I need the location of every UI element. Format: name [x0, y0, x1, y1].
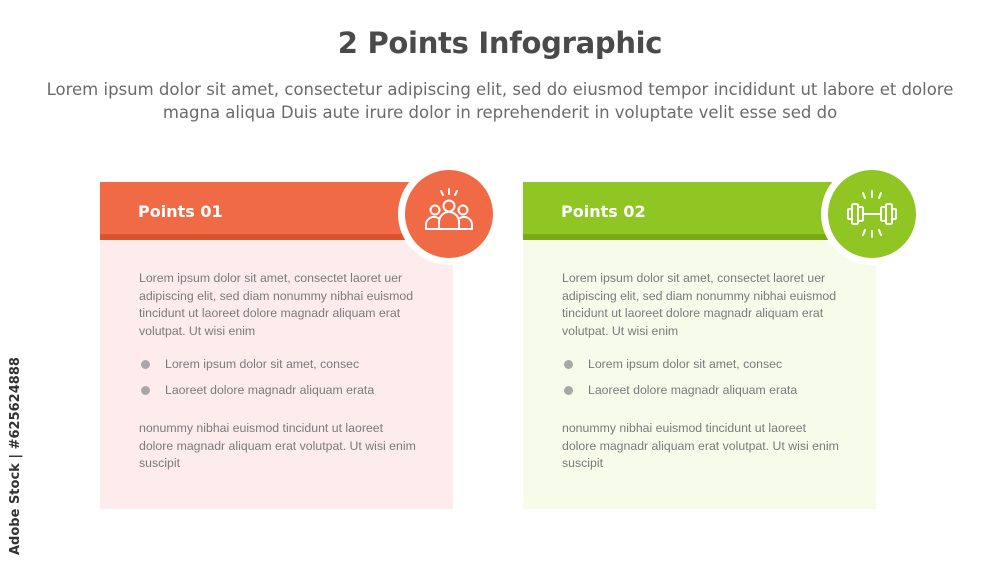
icon-circle: [405, 170, 493, 258]
card-paragraph-1: Lorem ipsum dolor sit amet, consectet laoret uer adipiscing elit, sed diam nonummy nibhai euismod tincidunt ut laoreet dolore magnadr aliquam erat volutpat. Ut wisi enim: [139, 271, 414, 338]
card-paragraph-2: nonummy nibhai euismod tincidunt ut laoreet dolore magnadr aliquam erat volutpat. Ut wisi enim suscipit: [562, 421, 839, 470]
card-paragraph-1: Lorem ipsum dolor sit amet, consectet laoret uer adipiscing elit, sed diam nonummy nibhai euismod tincidunt ut laoreet dolore magnadr aliquam erat volutpat. Ut wisi enim: [562, 271, 837, 338]
list-item: [139, 381, 429, 399]
bullet-dot: [141, 386, 150, 395]
list-item: [562, 355, 852, 373]
page-subtitle: Lorem ipsum dolor sit amet, consectetur adipiscing elit, sed do eiusmod tempor incididunt ut labore et dolore magna aliqua Duis aute irure dolor in reprehenderit in voluptate velit esse sed do: [46, 80, 954, 122]
bullet-text: Laoreet dolore magnadr aliquam erata: [165, 383, 375, 397]
point-card-2: [523, 182, 876, 509]
card-label: Points 02: [561, 201, 646, 221]
icon-circle: [828, 170, 916, 258]
card-header-shadow: [523, 234, 843, 240]
dumbbell-icon: [843, 185, 901, 243]
point-card-1: [100, 182, 453, 509]
people-group-icon: [420, 185, 478, 243]
bullet-dot: [564, 386, 573, 395]
card-header-bar: [523, 182, 843, 240]
bullet-text: Lorem ipsum dolor sit amet, consec: [165, 357, 360, 371]
card-header-bar: [100, 182, 420, 240]
bullet-text: Lorem ipsum dolor sit amet, consec: [588, 357, 783, 371]
list-item: [562, 381, 852, 399]
page-title: 2 Points Infographic: [337, 26, 663, 60]
card-label: Points 01: [138, 201, 223, 221]
bullet-dot: [564, 360, 573, 369]
list-item: [139, 355, 429, 373]
stock-watermark-text: Adobe Stock | #625624888: [8, 357, 23, 555]
card-header-shadow: [100, 234, 420, 240]
card-paragraph-2: nonummy nibhai euismod tincidunt ut laoreet dolore magnadr aliquam erat volutpat. Ut wisi enim suscipit: [139, 421, 416, 470]
bullet-text: Laoreet dolore magnadr aliquam erata: [588, 383, 798, 397]
bullet-dot: [141, 360, 150, 369]
